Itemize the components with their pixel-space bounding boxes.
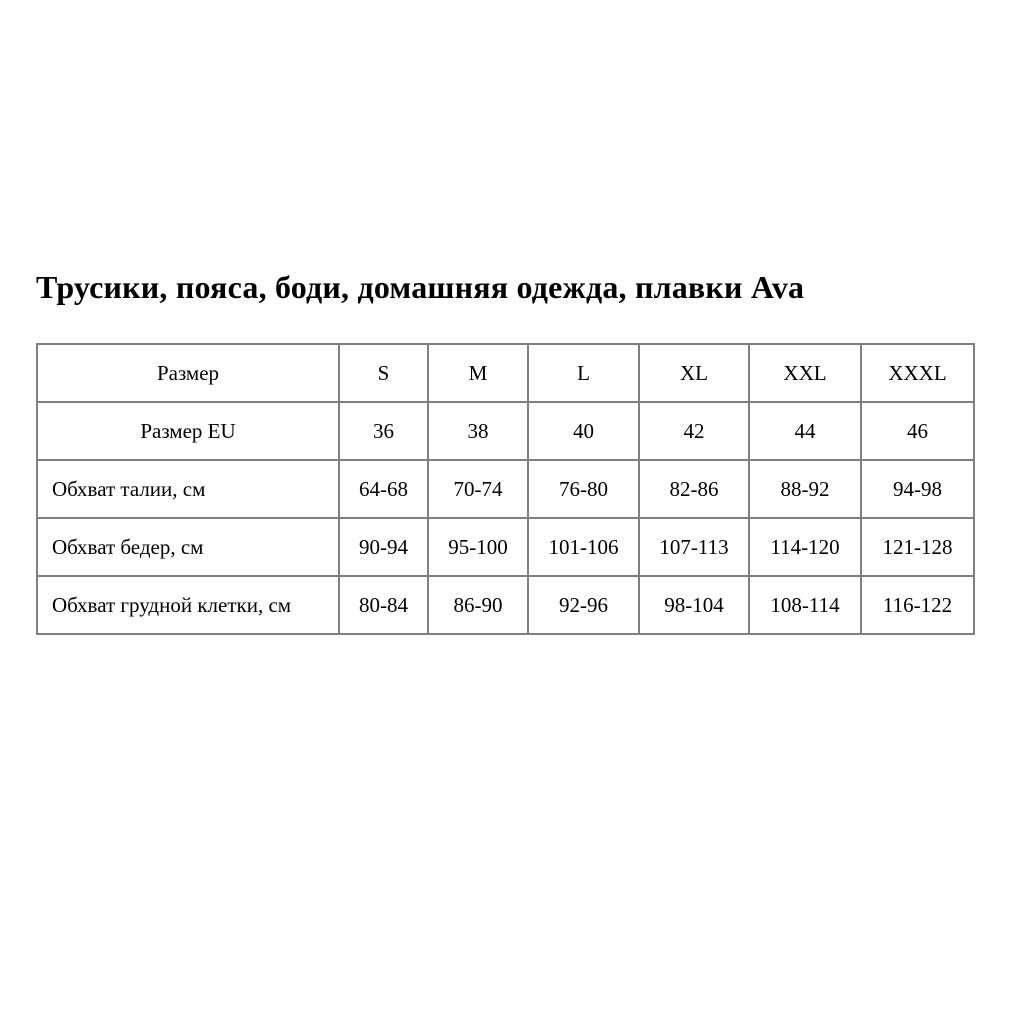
- row-label-chest: Обхват грудной клетки, см: [37, 576, 339, 634]
- size-chart-table: [36, 343, 975, 635]
- cell: 76-80: [528, 460, 639, 518]
- col-header-m: M: [428, 344, 528, 402]
- row-label-hips: Обхват бедер, см: [37, 518, 339, 576]
- cell: 82-86: [639, 460, 749, 518]
- cell: 80-84: [339, 576, 428, 634]
- cell: 95-100: [428, 518, 528, 576]
- cell: 101-106: [528, 518, 639, 576]
- col-header-xl: XL: [639, 344, 749, 402]
- table-row-waist: [37, 460, 974, 518]
- table-row-hips: [37, 518, 974, 576]
- col-header-l: L: [528, 344, 639, 402]
- cell: 108-114: [749, 576, 861, 634]
- cell: 36: [339, 402, 428, 460]
- cell: 40: [528, 402, 639, 460]
- cell: 116-122: [861, 576, 974, 634]
- cell: 107-113: [639, 518, 749, 576]
- cell: 44: [749, 402, 861, 460]
- cell: 42: [639, 402, 749, 460]
- row-label-waist: Обхват талии, см: [37, 460, 339, 518]
- col-header-s: S: [339, 344, 428, 402]
- cell: 64-68: [339, 460, 428, 518]
- cell: 98-104: [639, 576, 749, 634]
- table-row-size-eu: [37, 402, 974, 460]
- cell: 86-90: [428, 576, 528, 634]
- row-label-size-eu: Размер EU: [37, 402, 339, 460]
- cell: 121-128: [861, 518, 974, 576]
- cell: 94-98: [861, 460, 974, 518]
- cell: 38: [428, 402, 528, 460]
- col-header-xxxl: XXXL: [861, 344, 974, 402]
- cell: 70-74: [428, 460, 528, 518]
- table-header-row: [37, 344, 974, 402]
- cell: 88-92: [749, 460, 861, 518]
- cell: 92-96: [528, 576, 639, 634]
- page-title: Трусики, пояса, боди, домашняя одежда, плавки Ava: [36, 269, 805, 305]
- col-header-size-label: Размер: [37, 344, 339, 402]
- col-header-xxl: XXL: [749, 344, 861, 402]
- cell: 114-120: [749, 518, 861, 576]
- cell: 46: [861, 402, 974, 460]
- cell: 90-94: [339, 518, 428, 576]
- table-row-chest: [37, 576, 974, 634]
